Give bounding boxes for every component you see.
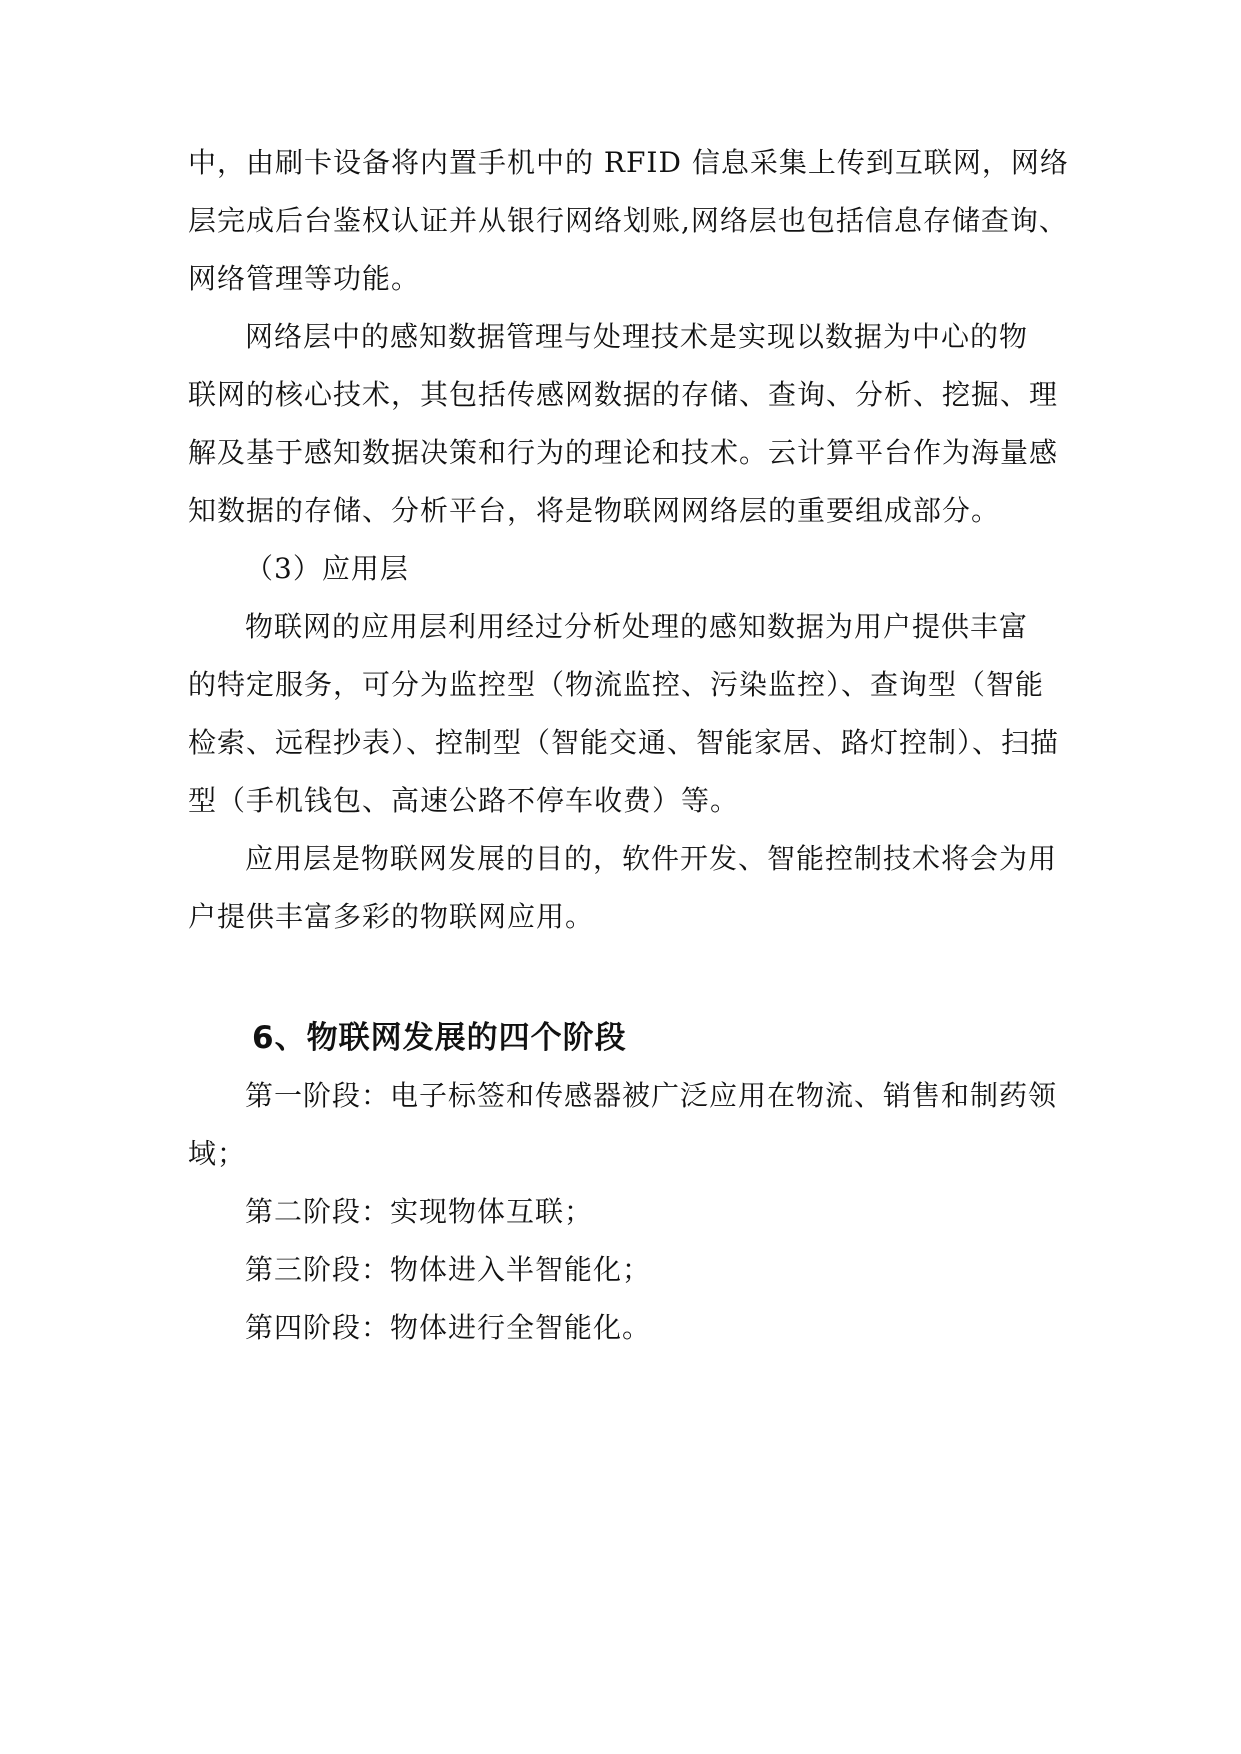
paragraph-1-line-1: 中，由刷卡设备将内置手机中的 RFID 信息采集上传到互联网，网络 [188, 146, 1069, 179]
paragraph-2-line-1: 网络层中的感知数据管理与处理技术是实现以数据为中心的物 [245, 320, 1029, 353]
stage-1-line-1: 第一阶段：电子标签和传感器被广泛应用在物流、销售和制药领 [245, 1079, 1058, 1112]
stage-3: 第三阶段：物体进入半智能化； [245, 1253, 652, 1286]
paragraph-3-line-3: 检索、远程抄表）、控制型（智能交通、智能家居、路灯控制）、扫描 [188, 726, 1060, 759]
section-heading: 6、物联网发展的四个阶段 [252, 1020, 627, 1056]
stage-4: 第四阶段：物体进行全智能化。 [245, 1311, 652, 1344]
subsection-title: （3）应用层 [245, 552, 409, 585]
stage-1-line-2: 域； [188, 1137, 247, 1170]
paragraph-2-line-3: 解及基于感知数据决策和行为的理论和技术。云计算平台作为海量感 [188, 436, 1059, 469]
paragraph-4-line-1: 应用层是物联网发展的目的，软件开发、智能控制技术将会为用 [245, 842, 1058, 875]
paragraph-2-line-4: 知数据的存储、分析平台，将是物联网网络层的重要组成部分。 [188, 494, 1001, 527]
paragraph-2-line-2: 联网的核心技术，其包括传感网数据的存储、查询、分析、挖掘、理 [188, 378, 1059, 411]
paragraph-3-line-1: 物联网的应用层利用经过分析处理的感知数据为用户提供丰富 [245, 610, 1029, 643]
paragraph-4-line-2: 户提供丰富多彩的物联网应用。 [188, 900, 595, 933]
paragraph-3-line-4: 型（手机钱包、高速公路不停车收费）等。 [188, 784, 740, 817]
paragraph-1-line-2: 层完成后台鉴权认证并从银行网络划账,网络层也包括信息存储查询、 [188, 204, 1068, 237]
paragraph-3-line-2: 的特定服务，可分为监控型（物流监控、污染监控）、查询型（智能 [188, 668, 1045, 701]
stage-2: 第二阶段：实现物体互联； [245, 1195, 594, 1228]
paragraph-1-line-3: 网络管理等功能。 [188, 262, 421, 295]
